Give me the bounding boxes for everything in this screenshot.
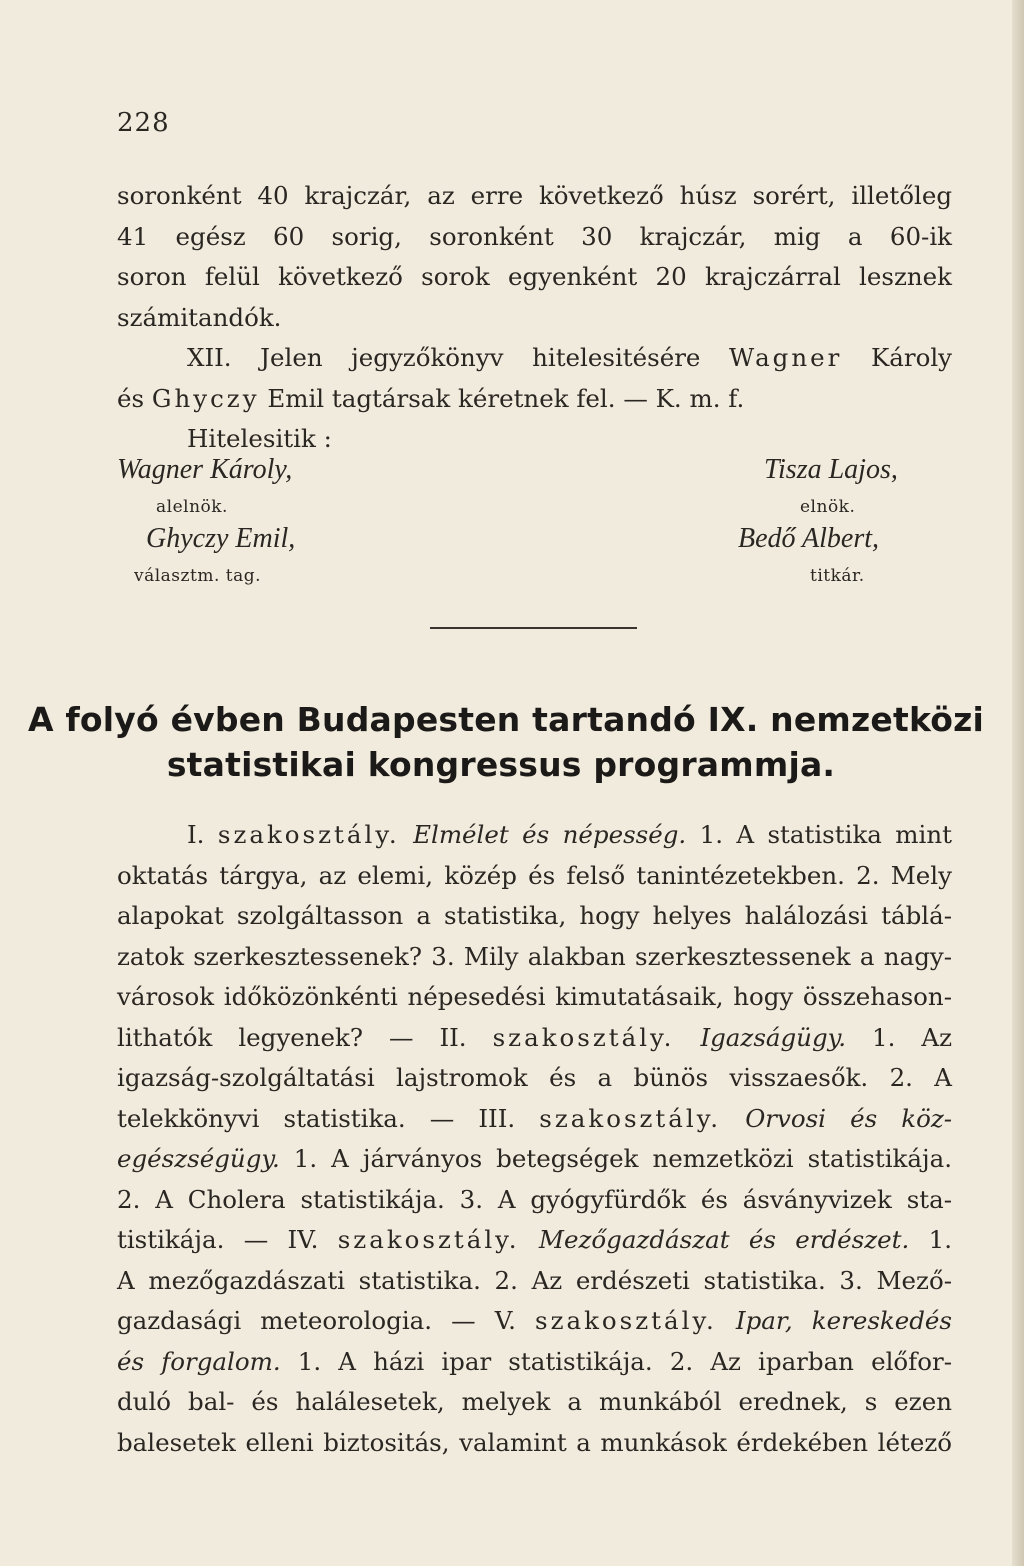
signature-name: Wagner Károly, <box>117 454 293 485</box>
signature-role: választm. tag. <box>134 566 262 586</box>
page-edge <box>1012 0 1024 1566</box>
text-line: oktatás tárgya, az elemi, közép és felső tanintézetekben. 2. Mely <box>117 860 952 890</box>
text-line: A mezőgazdászati statistika. 2. Az erdészeti statistika. 3. Mező- <box>117 1265 952 1295</box>
spaced-name: Ghyczy <box>151 383 260 413</box>
text-line: telekkönyvi statistika. — III. szakosztály. Orvosi és köz- <box>117 1103 952 1133</box>
program-paragraph <box>117 815 952 1463</box>
authenticated-by: Hitelesitik : <box>187 424 332 453</box>
text-line: alapokat szolgáltasson a statistika, hogy helyes halálozási táblá- <box>117 901 952 930</box>
signature-role: titkár. <box>810 566 865 586</box>
text-line: I. szakosztály. Elmélet és népesség. 1. A statistika mint <box>187 820 952 849</box>
text-line: duló bal- és halálesetek, melyek a munkából erednek, s ezen <box>117 1387 952 1416</box>
text-line: és Ghyczy Emil tagtársak kéretnek fel. — K. m. f. <box>117 383 745 413</box>
page-number: 228 <box>117 108 170 138</box>
text-line: balesetek elleni biztositás, valamint a munkások érdekében létező <box>117 1427 952 1457</box>
section-divider <box>430 627 637 629</box>
signature-name: Bedő Albert, <box>738 523 880 554</box>
text-line: tistikája. — IV. szakosztály. Mezőgazdászat és erdészet. 1. <box>117 1225 952 1254</box>
intro-paragraph <box>117 176 952 460</box>
text-line: egészségügy. 1. A járványos betegségek nemzetközi statistikája. <box>117 1144 952 1173</box>
text-line: gazdasági meteorologia. — V. szakosztály. Ipar, kereskedés <box>117 1306 953 1335</box>
text-line: városok időközönkénti népesedési kimutatásaik, hogy összehason- <box>117 982 952 1011</box>
text-line: lithatók legyenek? — II. szakosztály. Igazságügy. 1. Az <box>117 1022 952 1052</box>
signature-name: Ghyczy Emil, <box>146 523 296 554</box>
spaced-name: Wagner <box>729 343 843 372</box>
text-line: 41 egész 60 sorig, soronként 30 krajczár, mig a 60-ik <box>117 221 952 251</box>
text-line: számitandók. <box>117 302 282 332</box>
text-line: 2. A Cholera statistikája. 3. A gyógyfürdők és ásványvizek sta- <box>117 1184 952 1214</box>
signature-role: elnök. <box>800 497 856 517</box>
section-heading: A folyó évben Budapesten tartandó IX. nemzetközi <box>27 700 985 739</box>
signature-role: alelnök. <box>156 497 228 517</box>
signature-name: Tisza Lajos, <box>764 454 898 485</box>
section-heading: statistikai kongressus programmja. <box>166 745 836 784</box>
text-line: soron felül következő sorok egyenként 20 krajczárral lesznek <box>117 262 952 291</box>
text-line: zatok szerkesztessenek? 3. Mily alakban szerkesztessenek a nagy- <box>117 941 952 971</box>
text-line: igazság-szolgáltatási lajstromok és a bünös visszaesők. 2. A <box>117 1063 952 1092</box>
text-line: soronként 40 krajczár, az erre következő húsz sorért, illetőleg <box>117 181 952 210</box>
text-line: XII. Jelen jegyzőkönyv hitelesitésére Wagner Károly <box>187 343 952 372</box>
text-line: és forgalom. 1. A házi ipar statistikája. 2. Az iparban előfor- <box>117 1346 952 1376</box>
